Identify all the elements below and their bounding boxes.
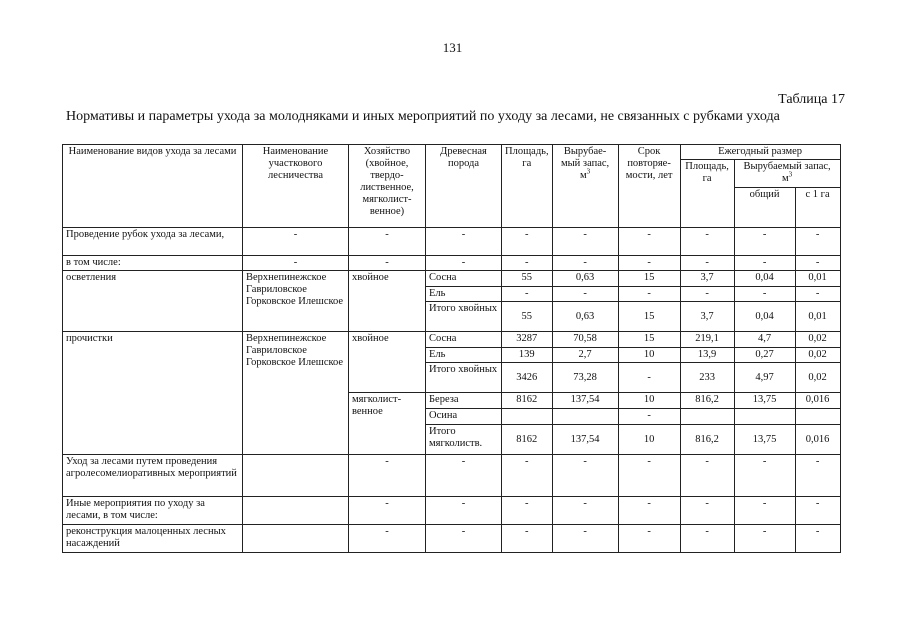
page-number: 131 [442,40,463,55]
table-row [63,497,841,525]
cell: - [349,256,426,271]
cell: 73,28 [552,363,618,393]
cell: - [426,228,502,256]
cell: 13,75 [734,425,795,455]
header-farm: Хозяйство (хвойное, твердо-лиственное, мягколист-венное) [349,145,426,228]
cell: 137,54 [552,425,618,455]
cell: - [795,455,840,497]
cell: - [502,228,553,256]
header-area: Площадь, га [502,145,553,228]
cell: 3,7 [680,271,734,287]
row-name: в том числе: [63,256,243,271]
species: Береза [426,393,502,409]
cell: 3,7 [680,302,734,332]
cell: - [795,287,840,302]
table-row [63,332,841,348]
cell: - [734,287,795,302]
cell: 8162 [502,393,553,409]
cell: 70,58 [552,332,618,348]
row-name: Проведение рубок ухода за лесами, [63,228,243,256]
cell: 0,01 [795,271,840,287]
cell: 3426 [502,363,553,393]
cell [243,455,349,497]
table-row [63,525,841,553]
cell: 3287 [502,332,553,348]
cell: - [734,455,795,497]
farm-type: хвойное [349,332,426,393]
cell: - [680,525,734,553]
table-row [63,256,841,271]
species: Итого хвойных [426,302,502,332]
cell: - [618,525,680,553]
cell: - [795,525,840,553]
cell: - [552,525,618,553]
forestry-list: Верхнепинежское Гавриловское Горковское Илешское [243,271,349,332]
species: Осина [426,409,502,425]
cell [502,409,553,425]
cell: - [426,525,502,553]
species: Итого мягколиств. [426,425,502,455]
cell: - [734,256,795,271]
cell: - [618,256,680,271]
cell: 0,04 [734,271,795,287]
cell: 0,27 [734,348,795,363]
cell: 13,9 [680,348,734,363]
species: Ель [426,287,502,302]
cell: 13,75 [734,393,795,409]
header-annual-total: общий [734,188,795,228]
cell: - [502,497,553,525]
cell [734,409,795,425]
cell: 0,63 [552,271,618,287]
cell: 10 [618,393,680,409]
cell: 0,63 [552,302,618,332]
cell: - [243,228,349,256]
cell: - [552,256,618,271]
cell: 55 [502,271,553,287]
cell: 0,02 [795,348,840,363]
cell: - [795,256,840,271]
cell [795,409,840,425]
table-title: Нормативы и параметры ухода за молодняками и иных мероприятий по уходу за лесами, не связанных с рубками ухода [66,109,780,124]
cell: 15 [618,302,680,332]
forestry-list: Верхнепинежское Гавриловское Горковское Илешское [243,332,349,455]
species: Сосна [426,332,502,348]
cell: 55 [502,302,553,332]
cell: 139 [502,348,553,363]
row-name: Иные мероприятия по уходу за лесами, в том числе: [63,497,243,525]
cell: 233 [680,363,734,393]
cell: 0,016 [795,393,840,409]
farm-type: мягколист-венное [349,393,426,455]
forest-care-table [62,144,841,553]
cell: - [618,455,680,497]
cell: - [795,497,840,525]
cell: - [552,497,618,525]
row-name: Уход за лесами путем проведения агролесомелиоративных мероприятий [63,455,243,497]
cell: - [734,525,795,553]
header-species: Древесная порода [426,145,502,228]
row-name: прочистки [63,332,243,455]
cell: 15 [618,271,680,287]
cell [680,409,734,425]
row-name: осветления [63,271,243,332]
table-row [63,271,841,287]
cell: 137,54 [552,393,618,409]
table-row [63,455,841,497]
header-volume: Вырубае-мый запас, $м^3$ [552,145,618,228]
cell: - [618,363,680,393]
cell: - [618,228,680,256]
header-annual-volume: Вырубаемый запас, $м^3$ [734,160,840,188]
cell: - [680,497,734,525]
cell: - [502,256,553,271]
cell: - [502,287,553,302]
cell: - [426,497,502,525]
cell: - [680,256,734,271]
cell: 10 [618,425,680,455]
cell [552,409,618,425]
species: Ель [426,348,502,363]
cell: 10 [618,348,680,363]
cell: 0,02 [795,363,840,393]
cell: - [552,228,618,256]
cell: - [502,525,553,553]
header-period: Срок повторяе-мости, лет [618,145,680,228]
cell: 0,016 [795,425,840,455]
row-name: реконструкция малоценных лесных насаждений [63,525,243,553]
cell: - [795,228,840,256]
cell: - [618,409,680,425]
cell: - [618,497,680,525]
cell: 4,7 [734,332,795,348]
header-annual-area: Площадь, га [680,160,734,228]
cell: - [552,455,618,497]
cell [243,525,349,553]
cell: - [734,228,795,256]
cell: 4,97 [734,363,795,393]
cell: - [426,455,502,497]
table-number: Таблица 17 [778,92,845,107]
cell: 2,7 [552,348,618,363]
cell: 219,1 [680,332,734,348]
cell: - [349,525,426,553]
cell: 816,2 [680,393,734,409]
cell: - [349,228,426,256]
cell: - [680,228,734,256]
cell [243,497,349,525]
cell: - [680,287,734,302]
header-type-name: Наименование видов ухода за лесами [63,145,243,228]
cell: - [426,256,502,271]
farm-type: хвойное [349,271,426,332]
species: Сосна [426,271,502,287]
cell: - [734,497,795,525]
cell: 0,02 [795,332,840,348]
cell: 816,2 [680,425,734,455]
cell: - [618,287,680,302]
cell: 8162 [502,425,553,455]
cell: - [680,455,734,497]
cell: 15 [618,332,680,348]
header-annual-per-ha: с 1 га [795,188,840,228]
header-annual: Ежегодный размер [680,145,840,160]
cell: - [349,455,426,497]
species: Итого хвойных [426,363,502,393]
cell: - [349,497,426,525]
header-forestry: Наименование участкового лесничества [243,145,349,228]
cell: 0,01 [795,302,840,332]
cell: - [552,287,618,302]
table-row [63,228,841,256]
cell: - [243,256,349,271]
cell: 0,04 [734,302,795,332]
cell: - [502,455,553,497]
